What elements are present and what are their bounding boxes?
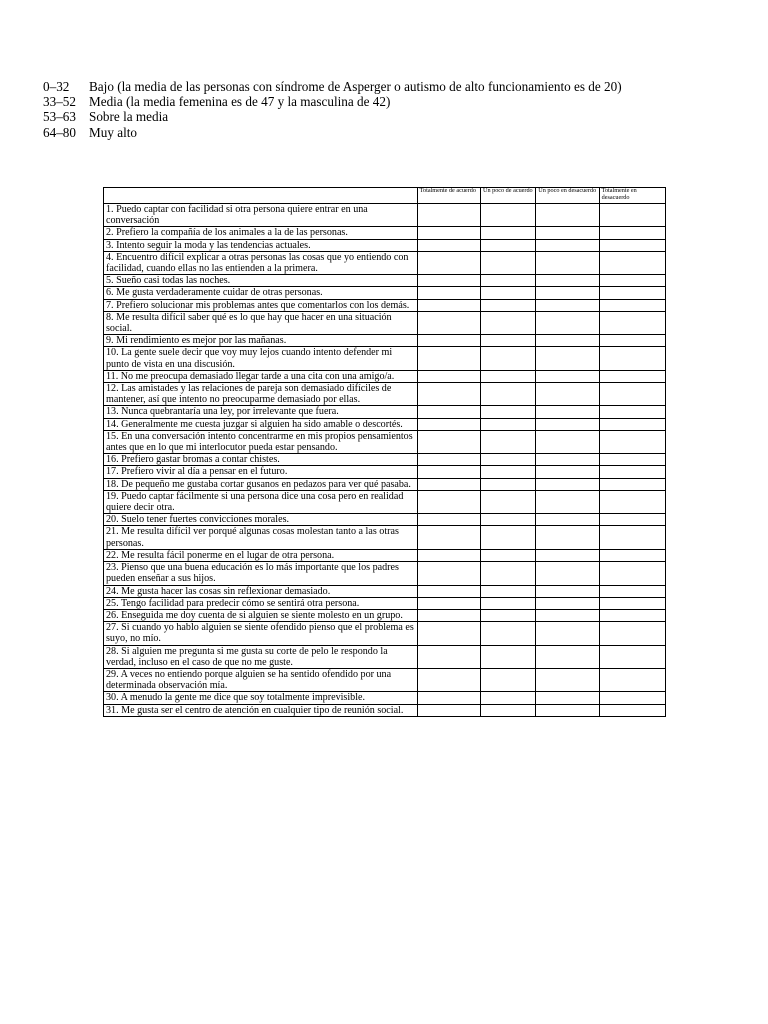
- answer-cell[interactable]: [417, 668, 480, 691]
- question-text: 21. Me resulta difícil ver porqué algunas cosas molestan tanto a las otras personas.: [104, 526, 418, 549]
- score-description: Media (la media femenina es de 47 y la masculina de 42): [89, 94, 391, 110]
- answer-cell[interactable]: [536, 490, 599, 513]
- answer-cell[interactable]: [417, 490, 480, 513]
- question-text: 6. Me gusta verdaderamente cuidar de otras personas.: [104, 287, 418, 299]
- answer-cell[interactable]: [417, 370, 480, 382]
- questionnaire-table: [103, 187, 666, 717]
- answer-cell[interactable]: [417, 526, 480, 549]
- answer-cell[interactable]: [481, 239, 536, 251]
- answer-cell[interactable]: [417, 562, 480, 585]
- answer-cell[interactable]: [536, 454, 599, 466]
- question-text: 11. No me preocupa demasiado llegar tarde a una cita con una amigo/a.: [104, 370, 418, 382]
- answer-cell[interactable]: [599, 239, 665, 251]
- answer-cell[interactable]: [481, 275, 536, 287]
- table-row: [104, 347, 666, 370]
- table-row: [104, 287, 666, 299]
- answer-cell[interactable]: [417, 645, 480, 668]
- answer-cell[interactable]: [481, 287, 536, 299]
- question-text: 25. Tengo facilidad para predecir cómo se sentirá otra persona.: [104, 597, 418, 609]
- answer-cell[interactable]: [481, 622, 536, 645]
- answer-cell[interactable]: [417, 466, 480, 478]
- answer-cell[interactable]: [481, 478, 536, 490]
- answer-cell[interactable]: [536, 609, 599, 621]
- table-row: [104, 370, 666, 382]
- answer-cell[interactable]: [417, 299, 480, 311]
- answer-cell[interactable]: [536, 418, 599, 430]
- answer-cell[interactable]: [417, 704, 480, 716]
- answer-cell[interactable]: [481, 347, 536, 370]
- answer-cell[interactable]: [599, 704, 665, 716]
- answer-cell[interactable]: [481, 311, 536, 334]
- question-text: 30. A menudo la gente me dice que soy totalmente imprevisible.: [104, 692, 418, 704]
- answer-cell[interactable]: [536, 204, 599, 227]
- answer-cell[interactable]: [417, 478, 480, 490]
- question-text: 13. Nunca quebrantaría una ley, por irrelevante que fuera.: [104, 406, 418, 418]
- table-row: [104, 466, 666, 478]
- answer-cell[interactable]: [599, 275, 665, 287]
- answer-cell[interactable]: [599, 335, 665, 347]
- question-text: 24. Me gusta hacer las cosas sin reflexionar demasiado.: [104, 585, 418, 597]
- answer-cell[interactable]: [536, 597, 599, 609]
- answer-cell[interactable]: [599, 562, 665, 585]
- answer-cell[interactable]: [536, 668, 599, 691]
- answer-cell[interactable]: [481, 549, 536, 561]
- answer-cell[interactable]: [599, 478, 665, 490]
- answer-cell[interactable]: [599, 370, 665, 382]
- question-text: 22. Me resulta fácil ponerme en el lugar de otra persona.: [104, 549, 418, 561]
- answer-cell[interactable]: [417, 585, 480, 597]
- answer-cell[interactable]: [599, 549, 665, 561]
- score-row: [43, 125, 622, 140]
- answer-cell[interactable]: [536, 383, 599, 406]
- table-row: [104, 227, 666, 239]
- answer-cell[interactable]: [417, 227, 480, 239]
- table-row: [104, 490, 666, 513]
- questions-body: [104, 204, 666, 717]
- answer-cell[interactable]: [417, 311, 480, 334]
- answer-cell[interactable]: [536, 299, 599, 311]
- question-text: 14. Generalmente me cuesta juzgar si alguien ha sido amable o descortés.: [104, 418, 418, 430]
- answer-cell[interactable]: [417, 239, 480, 251]
- answer-cell[interactable]: [417, 418, 480, 430]
- answer-cell[interactable]: [599, 466, 665, 478]
- answer-cell[interactable]: [481, 514, 536, 526]
- question-text: 29. A veces no entiendo porque alguien se ha sentido ofendido por una determinada observación mía.: [104, 668, 418, 691]
- table-row: [104, 299, 666, 311]
- table-row: [104, 597, 666, 609]
- answer-cell[interactable]: [481, 299, 536, 311]
- answer-cell[interactable]: [481, 526, 536, 549]
- answer-cell[interactable]: [481, 692, 536, 704]
- answer-cell[interactable]: [536, 275, 599, 287]
- answer-cell[interactable]: [536, 311, 599, 334]
- answer-cell[interactable]: [481, 704, 536, 716]
- answer-cell[interactable]: [481, 585, 536, 597]
- table-row: [104, 645, 666, 668]
- table-row: [104, 478, 666, 490]
- table-row: [104, 383, 666, 406]
- answer-cell[interactable]: [536, 526, 599, 549]
- answer-cell[interactable]: [417, 347, 480, 370]
- answer-cell[interactable]: [536, 227, 599, 239]
- answer-cell[interactable]: [417, 204, 480, 227]
- answer-cell[interactable]: [417, 622, 480, 645]
- question-text: 4. Encuentro difícil explicar a otras personas las cosas que yo entiendo con facilidad, cuando ellas no las entienden a la primera.: [104, 251, 418, 274]
- header-totalmente-de-acuerdo: Totalmente de acuerdo: [417, 188, 480, 204]
- answer-cell[interactable]: [481, 227, 536, 239]
- table-row: [104, 311, 666, 334]
- answer-cell[interactable]: [599, 430, 665, 453]
- answer-cell[interactable]: [417, 275, 480, 287]
- answer-cell[interactable]: [536, 645, 599, 668]
- answer-cell[interactable]: [599, 227, 665, 239]
- question-text: 5. Sueño casi todas las noches.: [104, 275, 418, 287]
- question-header-cell: [104, 188, 418, 204]
- table-row: [104, 622, 666, 645]
- answer-cell[interactable]: [599, 490, 665, 513]
- answer-cell[interactable]: [599, 585, 665, 597]
- answer-cell[interactable]: [599, 287, 665, 299]
- answer-cell[interactable]: [536, 704, 599, 716]
- answer-cell[interactable]: [599, 418, 665, 430]
- answer-cell[interactable]: [599, 311, 665, 334]
- question-text: 26. Enseguida me doy cuenta de si alguien se siente molesto en un grupo.: [104, 609, 418, 621]
- answer-cell[interactable]: [536, 239, 599, 251]
- answer-cell[interactable]: [599, 299, 665, 311]
- answer-cell[interactable]: [481, 430, 536, 453]
- answer-cell[interactable]: [417, 514, 480, 526]
- answer-cell[interactable]: [481, 490, 536, 513]
- answer-cell[interactable]: [536, 430, 599, 453]
- answer-cell[interactable]: [481, 418, 536, 430]
- answer-cell[interactable]: [481, 383, 536, 406]
- table-row: [104, 514, 666, 526]
- score-row: [43, 109, 622, 124]
- score-range: 0–32: [43, 79, 70, 94]
- answer-cell[interactable]: [417, 454, 480, 466]
- answer-cell[interactable]: [481, 645, 536, 668]
- table-row: [104, 275, 666, 287]
- question-text: 19. Puedo captar fácilmente si una persona dice una cosa pero en realidad quiere decir otra.: [104, 490, 418, 513]
- table-row: [104, 335, 666, 347]
- score-range: 53–63: [43, 109, 76, 125]
- header-un-poco-en-desacuerdo: Un poco en desacuerdo: [536, 188, 599, 204]
- question-text: 8. Me resulta difícil saber qué es lo que hay que hacer en una situación social.: [104, 311, 418, 334]
- table-row: [104, 585, 666, 597]
- question-text: 3. Intento seguir la moda y las tendencias actuales.: [104, 239, 418, 251]
- question-text: 15. En una conversación intento concentrarme en mis propios pensamientos antes que en lo que mi interlocutor pueda estar pensando.: [104, 430, 418, 453]
- answer-cell[interactable]: [599, 251, 665, 274]
- table-row: [104, 239, 666, 251]
- answer-cell[interactable]: [417, 692, 480, 704]
- answer-cell[interactable]: [481, 597, 536, 609]
- answer-cell[interactable]: [481, 454, 536, 466]
- table-row: [104, 692, 666, 704]
- answer-cell[interactable]: [599, 668, 665, 691]
- answer-cell[interactable]: [481, 370, 536, 382]
- answer-cell[interactable]: [599, 645, 665, 668]
- answer-cell[interactable]: [536, 478, 599, 490]
- answer-cell[interactable]: [417, 406, 480, 418]
- header-totalmente-en-desacuerdo: Totalmente en desacuerdo: [599, 188, 665, 204]
- answer-cell[interactable]: [481, 335, 536, 347]
- answer-cell[interactable]: [599, 383, 665, 406]
- question-text: 9. Mi rendimiento es mejor por las mañanas.: [104, 335, 418, 347]
- answer-cell[interactable]: [599, 692, 665, 704]
- answer-cell[interactable]: [599, 406, 665, 418]
- table-row: [104, 609, 666, 621]
- answer-cell[interactable]: [481, 406, 536, 418]
- answer-cell[interactable]: [481, 251, 536, 274]
- answer-cell[interactable]: [536, 251, 599, 274]
- answer-cell[interactable]: [536, 335, 599, 347]
- table-row: [104, 526, 666, 549]
- answer-cell[interactable]: [536, 622, 599, 645]
- question-text: 23. Pienso que una buena educación es lo más importante que los padres pueden enseñar a sus hijos.: [104, 562, 418, 585]
- answer-cell[interactable]: [599, 622, 665, 645]
- answer-cell[interactable]: [481, 466, 536, 478]
- question-text: 10. La gente suele decir que voy muy lejos cuando intento defender mi punto de vista en una discusión.: [104, 347, 418, 370]
- table-row: [104, 406, 666, 418]
- answer-cell[interactable]: [599, 454, 665, 466]
- answer-cell[interactable]: [536, 347, 599, 370]
- answer-cell[interactable]: [599, 514, 665, 526]
- question-text: 7. Prefiero solucionar mis problemas antes que comentarlos con los demás.: [104, 299, 418, 311]
- answer-cell[interactable]: [417, 335, 480, 347]
- answer-cell[interactable]: [536, 562, 599, 585]
- answer-cell[interactable]: [536, 370, 599, 382]
- score-row: [43, 94, 622, 109]
- score-description: Muy alto: [89, 124, 137, 140]
- answer-cell[interactable]: [481, 668, 536, 691]
- answer-cell[interactable]: [536, 287, 599, 299]
- question-text: 27. Si cuando yo hablo alguien se siente ofendido pienso que el problema es suyo, no mío.: [104, 622, 418, 645]
- answer-cell[interactable]: [599, 609, 665, 621]
- answer-cell[interactable]: [417, 597, 480, 609]
- answer-cell[interactable]: [417, 251, 480, 274]
- table-row: [104, 430, 666, 453]
- header-un-poco-de-acuerdo: Un poco de acuerdo: [481, 188, 536, 204]
- question-text: 18. De pequeño me gustaba cortar gusanos en pedazos para ver qué pasaba.: [104, 478, 418, 490]
- question-text: 20. Suelo tener fuertes convicciones morales.: [104, 514, 418, 526]
- question-text: 2. Prefiero la compañía de los animales a la de las personas.: [104, 227, 418, 239]
- table-row: [104, 704, 666, 716]
- question-text: 1. Puedo captar con facilidad si otra persona quiere entrar en una conversación: [104, 204, 418, 227]
- answer-cell[interactable]: [536, 406, 599, 418]
- answer-cell[interactable]: [599, 526, 665, 549]
- answer-cell[interactable]: [417, 430, 480, 453]
- table-row: [104, 204, 666, 227]
- answer-cell[interactable]: [536, 466, 599, 478]
- question-text: 12. Las amistades y las relaciones de pareja son demasiado difíciles de mantener, así que intento no preocuparme demasiado por ellas.: [104, 383, 418, 406]
- answer-cell[interactable]: [481, 204, 536, 227]
- score-description: Bajo (la media de las personas con síndrome de Asperger o autismo de alto funcionamiento es de 20): [89, 79, 622, 94]
- answer-cell[interactable]: [481, 562, 536, 585]
- answer-cell[interactable]: [536, 514, 599, 526]
- score-row: [43, 79, 622, 94]
- table-row: [104, 454, 666, 466]
- answer-cell[interactable]: [599, 597, 665, 609]
- score-range: 64–80: [43, 124, 76, 140]
- question-text: 17. Prefiero vivir al día a pensar en el futuro.: [104, 466, 418, 478]
- header-row: [104, 188, 666, 204]
- answer-cell[interactable]: [417, 383, 480, 406]
- answer-cell[interactable]: [417, 287, 480, 299]
- table-row: [104, 549, 666, 561]
- answer-cell[interactable]: [536, 549, 599, 561]
- question-text: 16. Prefiero gastar bromas a contar chistes.: [104, 454, 418, 466]
- score-range: 33–52: [43, 94, 76, 110]
- answer-cell[interactable]: [599, 204, 665, 227]
- table-row: [104, 668, 666, 691]
- score-description: Sobre la media: [89, 109, 169, 125]
- answer-cell[interactable]: [536, 692, 599, 704]
- table-row: [104, 251, 666, 274]
- answer-cell[interactable]: [417, 609, 480, 621]
- table-row: [104, 418, 666, 430]
- scoring-legend: [43, 79, 622, 140]
- answer-cell[interactable]: [417, 549, 480, 561]
- answer-cell[interactable]: [481, 609, 536, 621]
- question-text: 28. Si alguien me pregunta si me gusta su corte de pelo le respondo la verdad, incluso en el caso de que no me guste.: [104, 645, 418, 668]
- answer-cell[interactable]: [599, 347, 665, 370]
- answer-cell[interactable]: [536, 585, 599, 597]
- table-row: [104, 562, 666, 585]
- question-text: 31. Me gusta ser el centro de atención en cualquier tipo de reunión social.: [104, 704, 418, 716]
